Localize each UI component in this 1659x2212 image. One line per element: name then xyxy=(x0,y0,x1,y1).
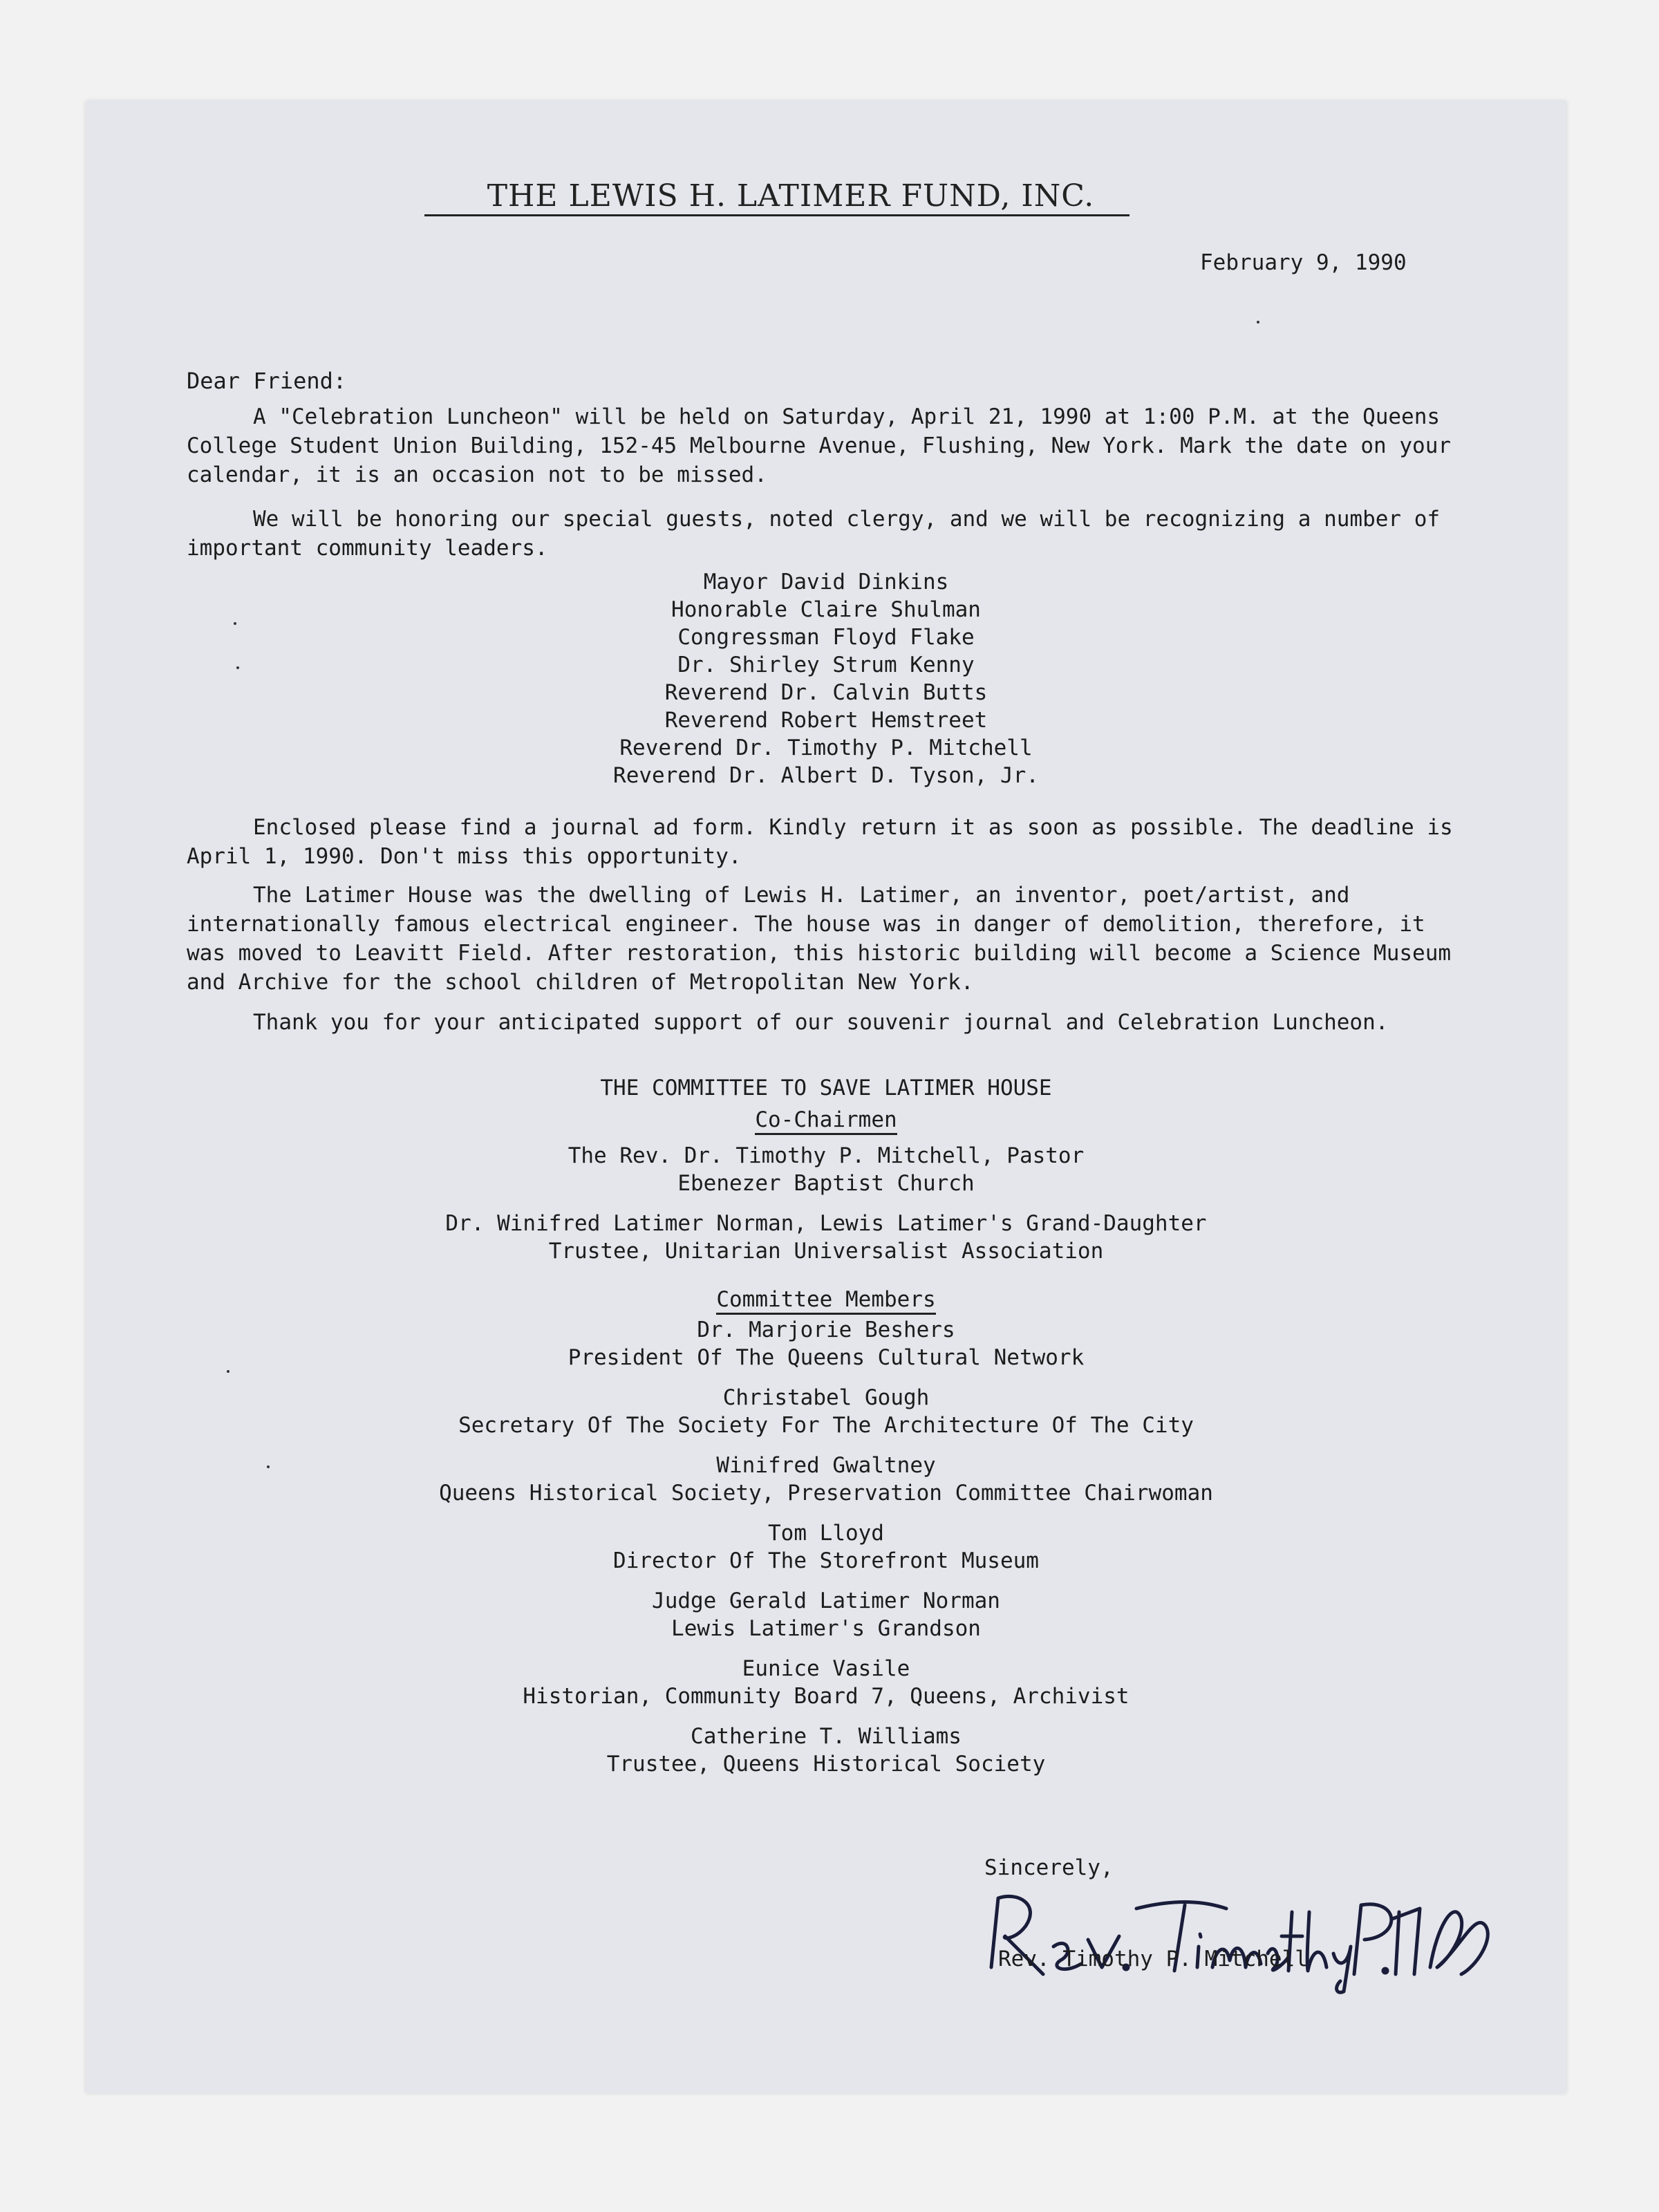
signer-name: Rev. Timothy P. Mitchell xyxy=(998,1947,1308,1971)
salutation: Dear Friend: xyxy=(187,368,347,394)
paper-speck xyxy=(267,1465,270,1468)
member-name: Christabel Gough xyxy=(722,1385,930,1410)
letter-date: February 9, 1990 xyxy=(1200,250,1407,275)
paragraph-latimer-house: The Latimer House was the dwelling of Lewis H. Latimer, an inventor, poet/artist, and internationally famous electrical engineer. The house was in danger of demolition, therefore, it was moved to Leavitt Field. After restoration, this historic building will become a Science Museum and Archive for the school children of Metropolitan New York. xyxy=(187,883,1452,995)
honoree-item: Congressman Floyd Flake xyxy=(677,625,975,650)
cochair-name: The Rev. Dr. Timothy P. Mitchell, Pastor xyxy=(568,1143,1085,1168)
honoree-item: Reverend Dr. Timothy P. Mitchell xyxy=(619,735,1033,760)
member-name: Winifred Gwaltney xyxy=(716,1453,936,1478)
member-role: Lewis Latimer's Grandson xyxy=(671,1616,981,1641)
paragraph-journal-ad: Enclosed please find a journal ad form. Kindly return it as soon as possible. The deadline is April 1, 1990. Don't miss this opportunity. xyxy=(187,815,1453,869)
honoree-item: Reverend Dr. Albert D. Tyson, Jr. xyxy=(613,763,1039,788)
honoree-item: Dr. Shirley Strum Kenny xyxy=(677,653,975,677)
committee-title: THE COMMITTEE TO SAVE LATIMER HOUSE xyxy=(600,1076,1052,1100)
cochair-name: Dr. Winifred Latimer Norman, Lewis Latimer's Grand-Daughter xyxy=(445,1211,1207,1236)
cochair-role: Trustee, Unitarian Universalist Association xyxy=(548,1239,1104,1264)
paper-speck xyxy=(1257,321,1259,324)
honoree-item: Honorable Claire Shulman xyxy=(671,597,981,622)
committee-section xyxy=(187,1074,1465,1778)
paragraph-invitation: A "Celebration Luncheon" will be held on Saturday, April 21, 1990 at 1:00 P.M. at the Queens College Student Union Building, 152-45 Melbourne Avenue, Flushing, New York. Mark the date on your calendar, it is an occasion not to be missed. xyxy=(187,404,1452,487)
member-role: Trustee, Queens Historical Society xyxy=(606,1752,1046,1777)
letter-page xyxy=(86,101,1566,2093)
member-role: Historian, Community Board 7, Queens, Archivist xyxy=(523,1684,1130,1709)
member-name: Judge Gerald Latimer Norman xyxy=(652,1588,1000,1613)
honoree-item: Mayor David Dinkins xyxy=(703,570,949,594)
handwritten-signature xyxy=(977,1871,1503,1995)
honoree-item: Reverend Robert Hemstreet xyxy=(664,708,988,733)
honoree-list xyxy=(187,568,1465,789)
members-heading: Committee Members xyxy=(716,1286,935,1315)
member-name: Eunice Vasile xyxy=(742,1656,910,1681)
member-role: Queens Historical Society, Preservation Committee Chairwoman xyxy=(439,1481,1213,1506)
member-role: Secretary Of The Society For The Architecture Of The City xyxy=(458,1413,1194,1438)
paper-speck xyxy=(236,666,239,669)
cochairmen-heading: Co-Chairmen xyxy=(755,1107,897,1135)
paper-speck xyxy=(227,1370,229,1373)
paragraph-thanks: Thank you for your anticipated support of our souvenir journal and Celebration Luncheon. xyxy=(253,1010,1389,1035)
closing: Sincerely, xyxy=(984,1855,1114,1880)
member-name: Dr. Marjorie Beshers xyxy=(697,1318,955,1342)
cochair-role: Ebenezer Baptist Church xyxy=(677,1171,975,1196)
member-role: Director Of The Storefront Museum xyxy=(613,1548,1039,1573)
member-role: President Of The Queens Cultural Network xyxy=(568,1345,1085,1370)
member-name: Tom Lloyd xyxy=(768,1521,884,1546)
letterhead-rule xyxy=(424,214,1130,216)
letterhead: THE LEWIS H. LATIMER FUND, INC. xyxy=(487,178,1095,214)
paper-speck xyxy=(234,622,236,625)
honoree-item: Reverend Dr. Calvin Butts xyxy=(664,680,988,705)
paragraph-honoring: We will be honoring our special guests, noted clergy, and we will be recognizing a number of important community leaders. xyxy=(187,507,1441,561)
member-name: Catherine T. Williams xyxy=(691,1724,962,1749)
